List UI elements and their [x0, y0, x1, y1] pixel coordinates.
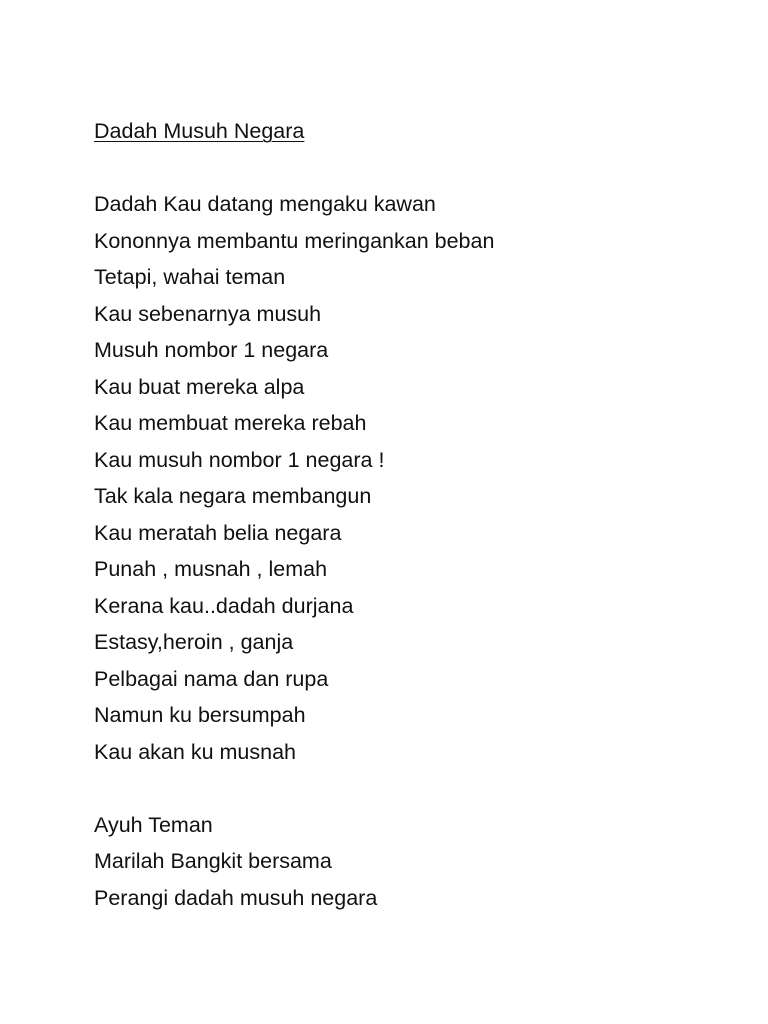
poem-line: Tak kala negara membangun — [94, 484, 372, 508]
poem-line: Estasy,heroin , ganja — [94, 630, 294, 654]
poem-line: Kau membuat mereka rebah — [94, 411, 367, 435]
poem-line: Namun ku bersumpah — [94, 703, 306, 727]
poem — [94, 113, 694, 916]
poem-line: Punah , musnah , lemah — [94, 557, 328, 581]
stanza-2 — [94, 807, 694, 917]
poem-line: Kau akan ku musnah — [94, 739, 296, 764]
poem-line: Kerana kau..dadah durjana — [94, 593, 354, 618]
poem-line: Pelbagai nama dan rupa — [94, 666, 329, 691]
poem-line: Kau buat mereka alpa — [94, 374, 305, 399]
poem-line: Dadah Kau datang mengaku kawan — [94, 192, 436, 216]
poem-line: Kau musuh nombor 1 negara ! — [94, 447, 385, 472]
poem-title: Dadah Musuh Negara — [94, 119, 305, 143]
poem-line: Perangi dadah musuh negara — [94, 885, 378, 910]
poem-line: Kau sebenarnya musuh — [94, 301, 322, 326]
poem-line: Tetapi, wahai teman — [94, 265, 286, 289]
poem-line: Ayuh Teman — [94, 812, 213, 837]
stanza-gap — [94, 770, 694, 807]
poem-line: Marilah Bangkit bersama — [94, 849, 332, 873]
stanza-1 — [94, 186, 694, 770]
poem-line: Musuh nombor 1 negara — [94, 338, 329, 362]
poem-line: Kononnya membantu meringankan beban — [94, 228, 495, 253]
poem-line: Kau meratah belia negara — [94, 520, 342, 545]
stanza-gap — [94, 150, 694, 187]
